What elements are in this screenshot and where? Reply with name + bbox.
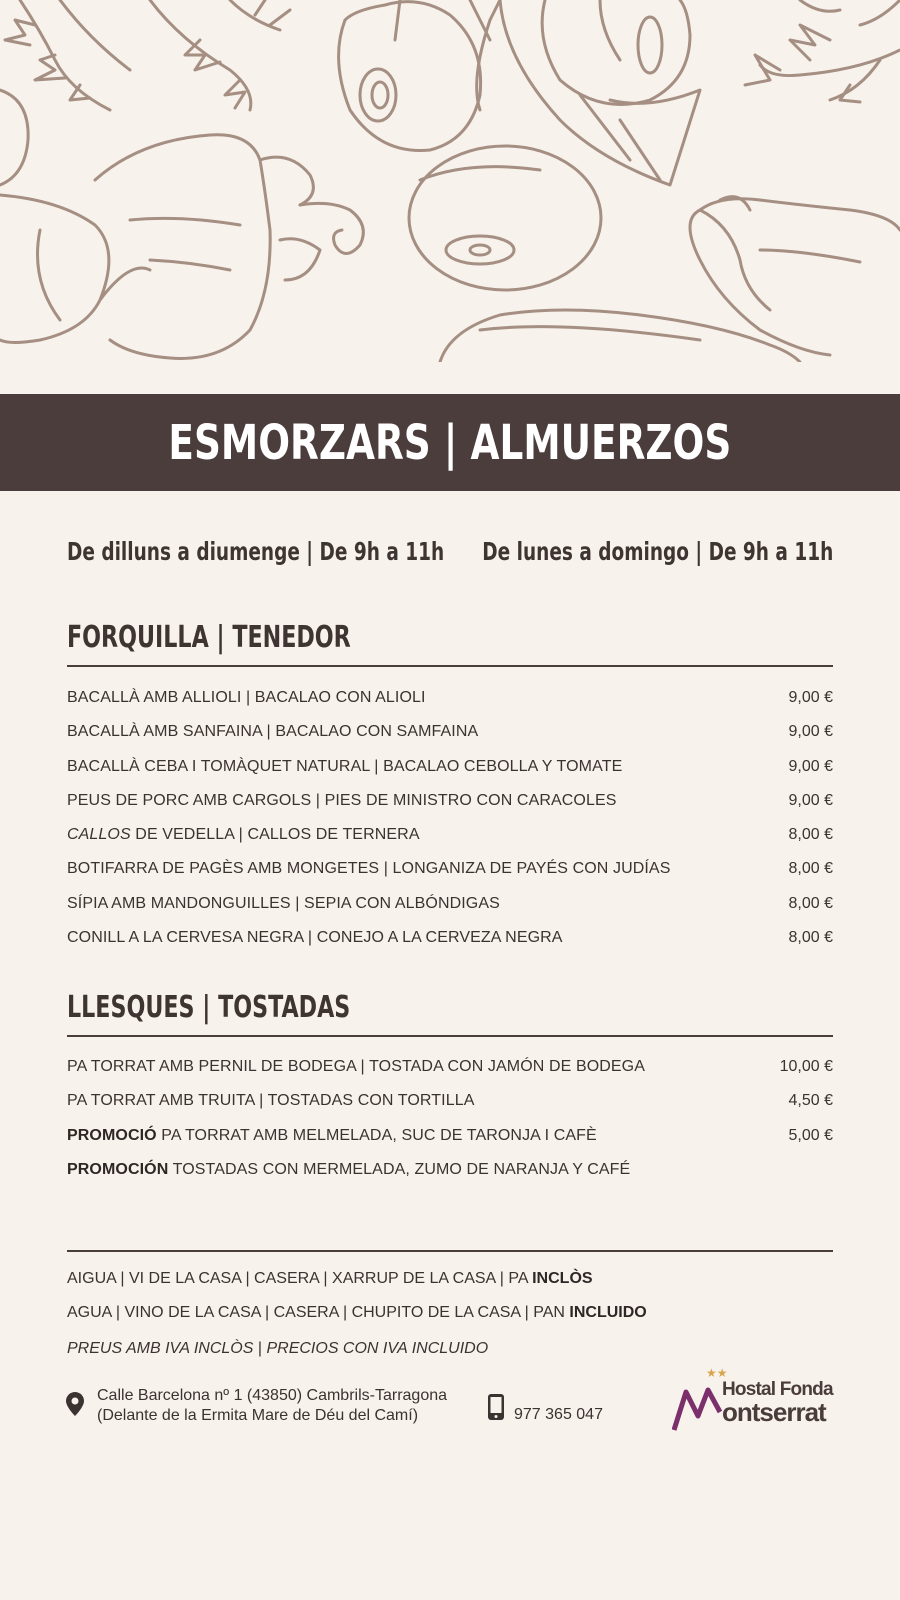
section-title-llesques: LLESQUES | TOSTADAS <box>67 990 351 1025</box>
title-banner <box>0 394 900 491</box>
menu-item: PA TORRAT AMB PERNIL DE BODEGA | TOSTADA CON JAMÓN DE BODEGA 10,00 € <box>67 1050 833 1084</box>
menu-item: BACALLÀ CEBA I TOMÀQUET NATURAL | BACALAO CEBOLLA Y TOMATE 9,00 € <box>67 750 833 784</box>
menu-item: PEUS DE PORC AMB CARGOLS | PIES DE MINISTRO CON CARACOLES 9,00 € <box>67 784 833 818</box>
menu-item: BACALLÀ AMB ALLIOLI | BACALAO CON ALIOLI 9,00 € <box>67 681 833 715</box>
menu-list-forquilla <box>67 681 833 955</box>
menu-item: CONILL A LA CERVESA NEGRA | CONEJO A LA CERVEZA NEGRA 8,00 € <box>67 921 833 955</box>
menu-item: SÍPIA AMB MANDONGUILLES | SEPIA CON ALBÓNDIGAS 8,00 € <box>67 887 833 921</box>
vat-note: PREUS AMB IVA INCLÒS | PRECIOS CON IVA INCLUIDO <box>67 1340 489 1357</box>
included-spanish: AGUA | VINO DE LA CASA | CASERA | CHUPITO DE LA CASA | PAN INCLUIDO <box>67 1304 647 1321</box>
item-price: 9,00 € <box>788 757 833 775</box>
item-name-italic: CALLOS <box>67 826 131 844</box>
vegetable-sketch-illustration <box>0 0 900 362</box>
item-price: 8,00 € <box>788 860 833 878</box>
opening-hours <box>67 537 833 571</box>
menu-item: PROMOCIÓN TOSTADAS CON MERMELADA, ZUMO DE NARANJA Y CAFÉ <box>67 1160 631 1178</box>
hostal-logo: ★★ Hostal Fonda ontserrat <box>672 1368 836 1432</box>
item-price: 9,00 € <box>788 791 833 809</box>
footer-included <box>67 1262 833 1368</box>
included-catalan: AIGUA | VI DE LA CASA | CASERA | XARRUP DE LA CASA | PA INCLÒS <box>67 1270 593 1287</box>
menu-item: PA TORRAT AMB TRUITA | TOSTADAS CON TORTILLA 4,50 € <box>67 1084 833 1118</box>
location-pin-icon <box>66 1392 84 1416</box>
menu-list-llesques <box>67 1050 833 1187</box>
hours-catalan: De dilluns a diumenge | De 9h a 11h <box>67 537 445 566</box>
hero-illustration <box>0 0 900 362</box>
item-price: 9,00 € <box>788 689 833 706</box>
item-price: 5,00 € <box>788 1126 833 1144</box>
item-price: 10,00 € <box>779 1058 833 1075</box>
page-title: ESMORZARS | ALMUERZOS <box>168 414 732 471</box>
mobile-phone-icon <box>488 1394 504 1420</box>
promo-label: PROMOCIÓN <box>67 1160 169 1178</box>
hours-spanish: De lunes a domingo | De 9h a 11h <box>482 537 833 566</box>
menu-item: BOTIFARRA DE PAGÈS AMB MONGETES | LONGANIZA DE PAYÉS CON JUDÍAS 8,00 € <box>67 852 833 886</box>
menu-item: PROMOCIÓ PA TORRAT AMB MELMELADA, SUC DE TARONJA I CAFÈ 5,00 € <box>67 1119 833 1153</box>
item-price: 8,00 € <box>788 929 833 947</box>
item-price: 4,50 € <box>788 1092 833 1110</box>
menu-item: BACALLÀ AMB SANFAINA | BACALAO CON SAMFAINA 9,00 € <box>67 715 833 749</box>
address: Calle Barcelona nº 1 (43850) Cambrils-Tarragona (Delante de la Ermita Mare de Déu del Camí) <box>97 1387 448 1424</box>
contact-info <box>66 1366 836 1446</box>
item-price: 8,00 € <box>788 894 833 912</box>
section-divider <box>67 1035 833 1037</box>
phone-number: 977 365 047 <box>514 1406 603 1423</box>
promo-label: PROMOCIÓ <box>67 1126 157 1144</box>
star-rating: ★★ <box>706 1366 728 1380</box>
footer-divider <box>67 1250 833 1252</box>
section-title-forquilla: FORQUILLA | TENEDOR <box>67 620 351 655</box>
item-price: 8,00 € <box>788 826 833 844</box>
menu-item: CALLOS DE VEDELLA | CALLOS DE TERNERA 8,00 € <box>67 818 833 852</box>
item-price: 9,00 € <box>788 723 833 741</box>
section-divider <box>67 665 833 667</box>
